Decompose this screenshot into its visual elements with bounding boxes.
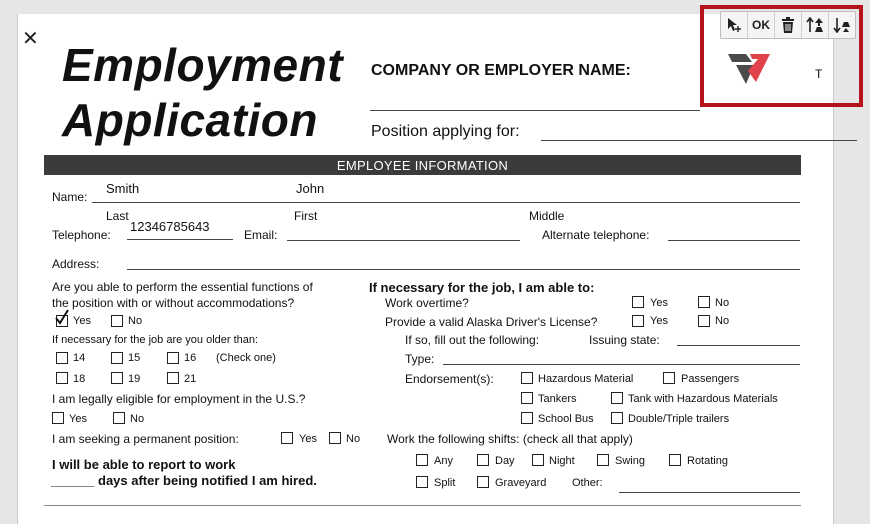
form-title-line2: Application [62,94,318,146]
endorsements-label: Endorsement(s): [405,372,494,386]
bring-forward-icon[interactable] [802,12,829,38]
shift-graveyard-label: Graveyard [495,477,547,489]
age-15-checkbox[interactable] [111,352,123,364]
email-field[interactable] [287,240,520,241]
move-select-icon[interactable] [721,12,748,38]
eligible-yes-label: Yes [69,413,87,425]
address-field[interactable] [127,269,800,270]
shift-swing-label: Swing [615,455,645,467]
right-heading: If necessary for the job, I am able to: [369,280,595,295]
other-shift-field[interactable] [619,492,800,493]
age-question: If necessary for the job are you older than: [52,334,259,346]
shift-any-label: Any [434,455,453,467]
checkmark-icon [53,308,71,326]
overtime-question: Work overtime? [385,296,469,310]
position-field[interactable] [541,140,857,141]
permanent-no-checkbox[interactable] [329,432,341,444]
shift-rotating-label: Rotating [687,455,728,467]
age-16-checkbox[interactable] [167,352,179,364]
endorsement-passengers-label: Passengers [681,373,740,385]
shift-night-checkbox[interactable] [532,454,544,466]
other-label: Other: [572,477,603,489]
endorsement-school-bus-label: School Bus [538,413,594,425]
age-19-label: 19 [128,373,141,385]
perform-no-checkbox[interactable] [111,315,123,327]
send-backward-icon[interactable] [829,12,855,38]
report-line2: days after being notified I am hired. [98,473,317,488]
close-icon[interactable]: ✕ [22,28,39,50]
alt-phone-field[interactable] [668,240,800,241]
permanent-question: I am seeking a permanent position: [52,432,239,446]
type-label: Type: [405,352,435,366]
overtime-yes-label: Yes [650,297,668,309]
eligible-yes-checkbox[interactable] [52,412,64,424]
eligible-no-label: No [130,413,145,425]
name-label: Name: [52,190,88,204]
age-15-label: 15 [128,352,141,364]
perform-yes-label: Yes [73,315,91,327]
shifts-question: Work the following shifts: (check all that apply) [387,432,633,446]
endorsement-double-triple-label: Double/Triple trailers [628,413,730,425]
form-title-line1: Employment [62,39,344,91]
age-18-label: 18 [73,373,86,385]
age-14-label: 14 [73,352,86,364]
shift-night-label: Night [549,455,575,467]
telephone-label: Telephone: [52,228,111,242]
license-question: Provide a valid Alaska Driver's License? [385,315,598,329]
name-field[interactable] [92,202,800,203]
bottom-divider [44,505,801,506]
perform-question-line2: the position with or without accommodations? [52,296,295,310]
check-one-note: (Check one) [216,352,276,364]
section-banner: EMPLOYEE INFORMATION [44,155,801,175]
permanent-no-label: No [346,433,361,445]
age-14-checkbox[interactable] [56,352,68,364]
endorsement-tankers-label: Tankers [538,393,577,405]
endorsement-tank-hazmat-label: Tank with Hazardous Materials [628,393,778,405]
first-caption: First [294,209,318,223]
license-yes-checkbox[interactable] [632,315,644,327]
first-name-value: John [296,181,325,196]
eligible-question: I am legally eligible for employment in the U.S.? [52,392,306,406]
overtime-no-label: No [715,297,730,309]
age-19-checkbox[interactable] [111,372,123,384]
permanent-yes-checkbox[interactable] [281,432,293,444]
stamp-toolbar [720,11,856,39]
shift-split-label: Split [434,477,456,489]
company-name-field[interactable] [370,110,700,111]
issuing-state-field[interactable] [677,345,800,346]
age-16-label: 16 [184,352,197,364]
if-so-label: If so, fill out the following: [405,333,540,347]
issuing-state-label: Issuing state: [589,333,660,347]
endorsement-double-triple-checkbox[interactable] [611,412,623,424]
permanent-yes-label: Yes [299,433,317,445]
report-line1: I will be able to report to work [52,457,236,472]
type-field[interactable] [443,364,800,365]
endorsement-passengers-checkbox[interactable] [663,372,675,384]
license-no-label: No [715,315,730,327]
endorsement-tankers-checkbox[interactable] [521,392,533,404]
eligible-no-checkbox[interactable] [113,412,125,424]
endorsement-tank-hazmat-checkbox[interactable] [611,392,623,404]
license-yes-label: Yes [650,315,668,327]
perform-no-label: No [128,315,143,327]
age-21-checkbox[interactable] [167,372,179,384]
shift-day-checkbox[interactable] [477,454,489,466]
telephone-field[interactable] [127,239,233,240]
shift-any-checkbox[interactable] [416,454,428,466]
last-caption: Last [106,209,129,223]
overtime-no-checkbox[interactable] [698,296,710,308]
endorsement-hazmat-label: Hazardous Material [538,373,634,385]
age-18-checkbox[interactable] [56,372,68,384]
logo-stamp-icon[interactable] [728,54,770,86]
telephone-value: 12346785643 [130,219,210,234]
stamp-text: T [815,67,823,81]
shift-day-label: Day [495,455,515,467]
company-label: COMPANY OR EMPLOYER NAME: [371,62,631,79]
age-21-label: 21 [184,373,197,385]
report-days-blank[interactable]: ______ [51,473,95,488]
endorsement-school-bus-checkbox[interactable] [521,412,533,424]
middle-caption: Middle [529,209,565,223]
email-label: Email: [244,228,278,242]
overtime-yes-checkbox[interactable] [632,296,644,308]
perform-question-line1: Are you able to perform the essential functions of [52,280,313,294]
shift-swing-checkbox[interactable] [597,454,609,466]
alt-phone-label: Alternate telephone: [542,228,650,242]
shift-graveyard-checkbox[interactable] [477,476,489,488]
endorsement-hazmat-checkbox[interactable] [521,372,533,384]
trash-icon[interactable] [775,12,802,38]
license-no-checkbox[interactable] [698,315,710,327]
ok-button[interactable]: OK [748,12,775,38]
shift-split-checkbox[interactable] [416,476,428,488]
position-label: Position applying for: [371,123,520,140]
shift-rotating-checkbox[interactable] [669,454,681,466]
last-name-value: Smith [106,181,140,196]
address-label: Address: [52,257,100,271]
